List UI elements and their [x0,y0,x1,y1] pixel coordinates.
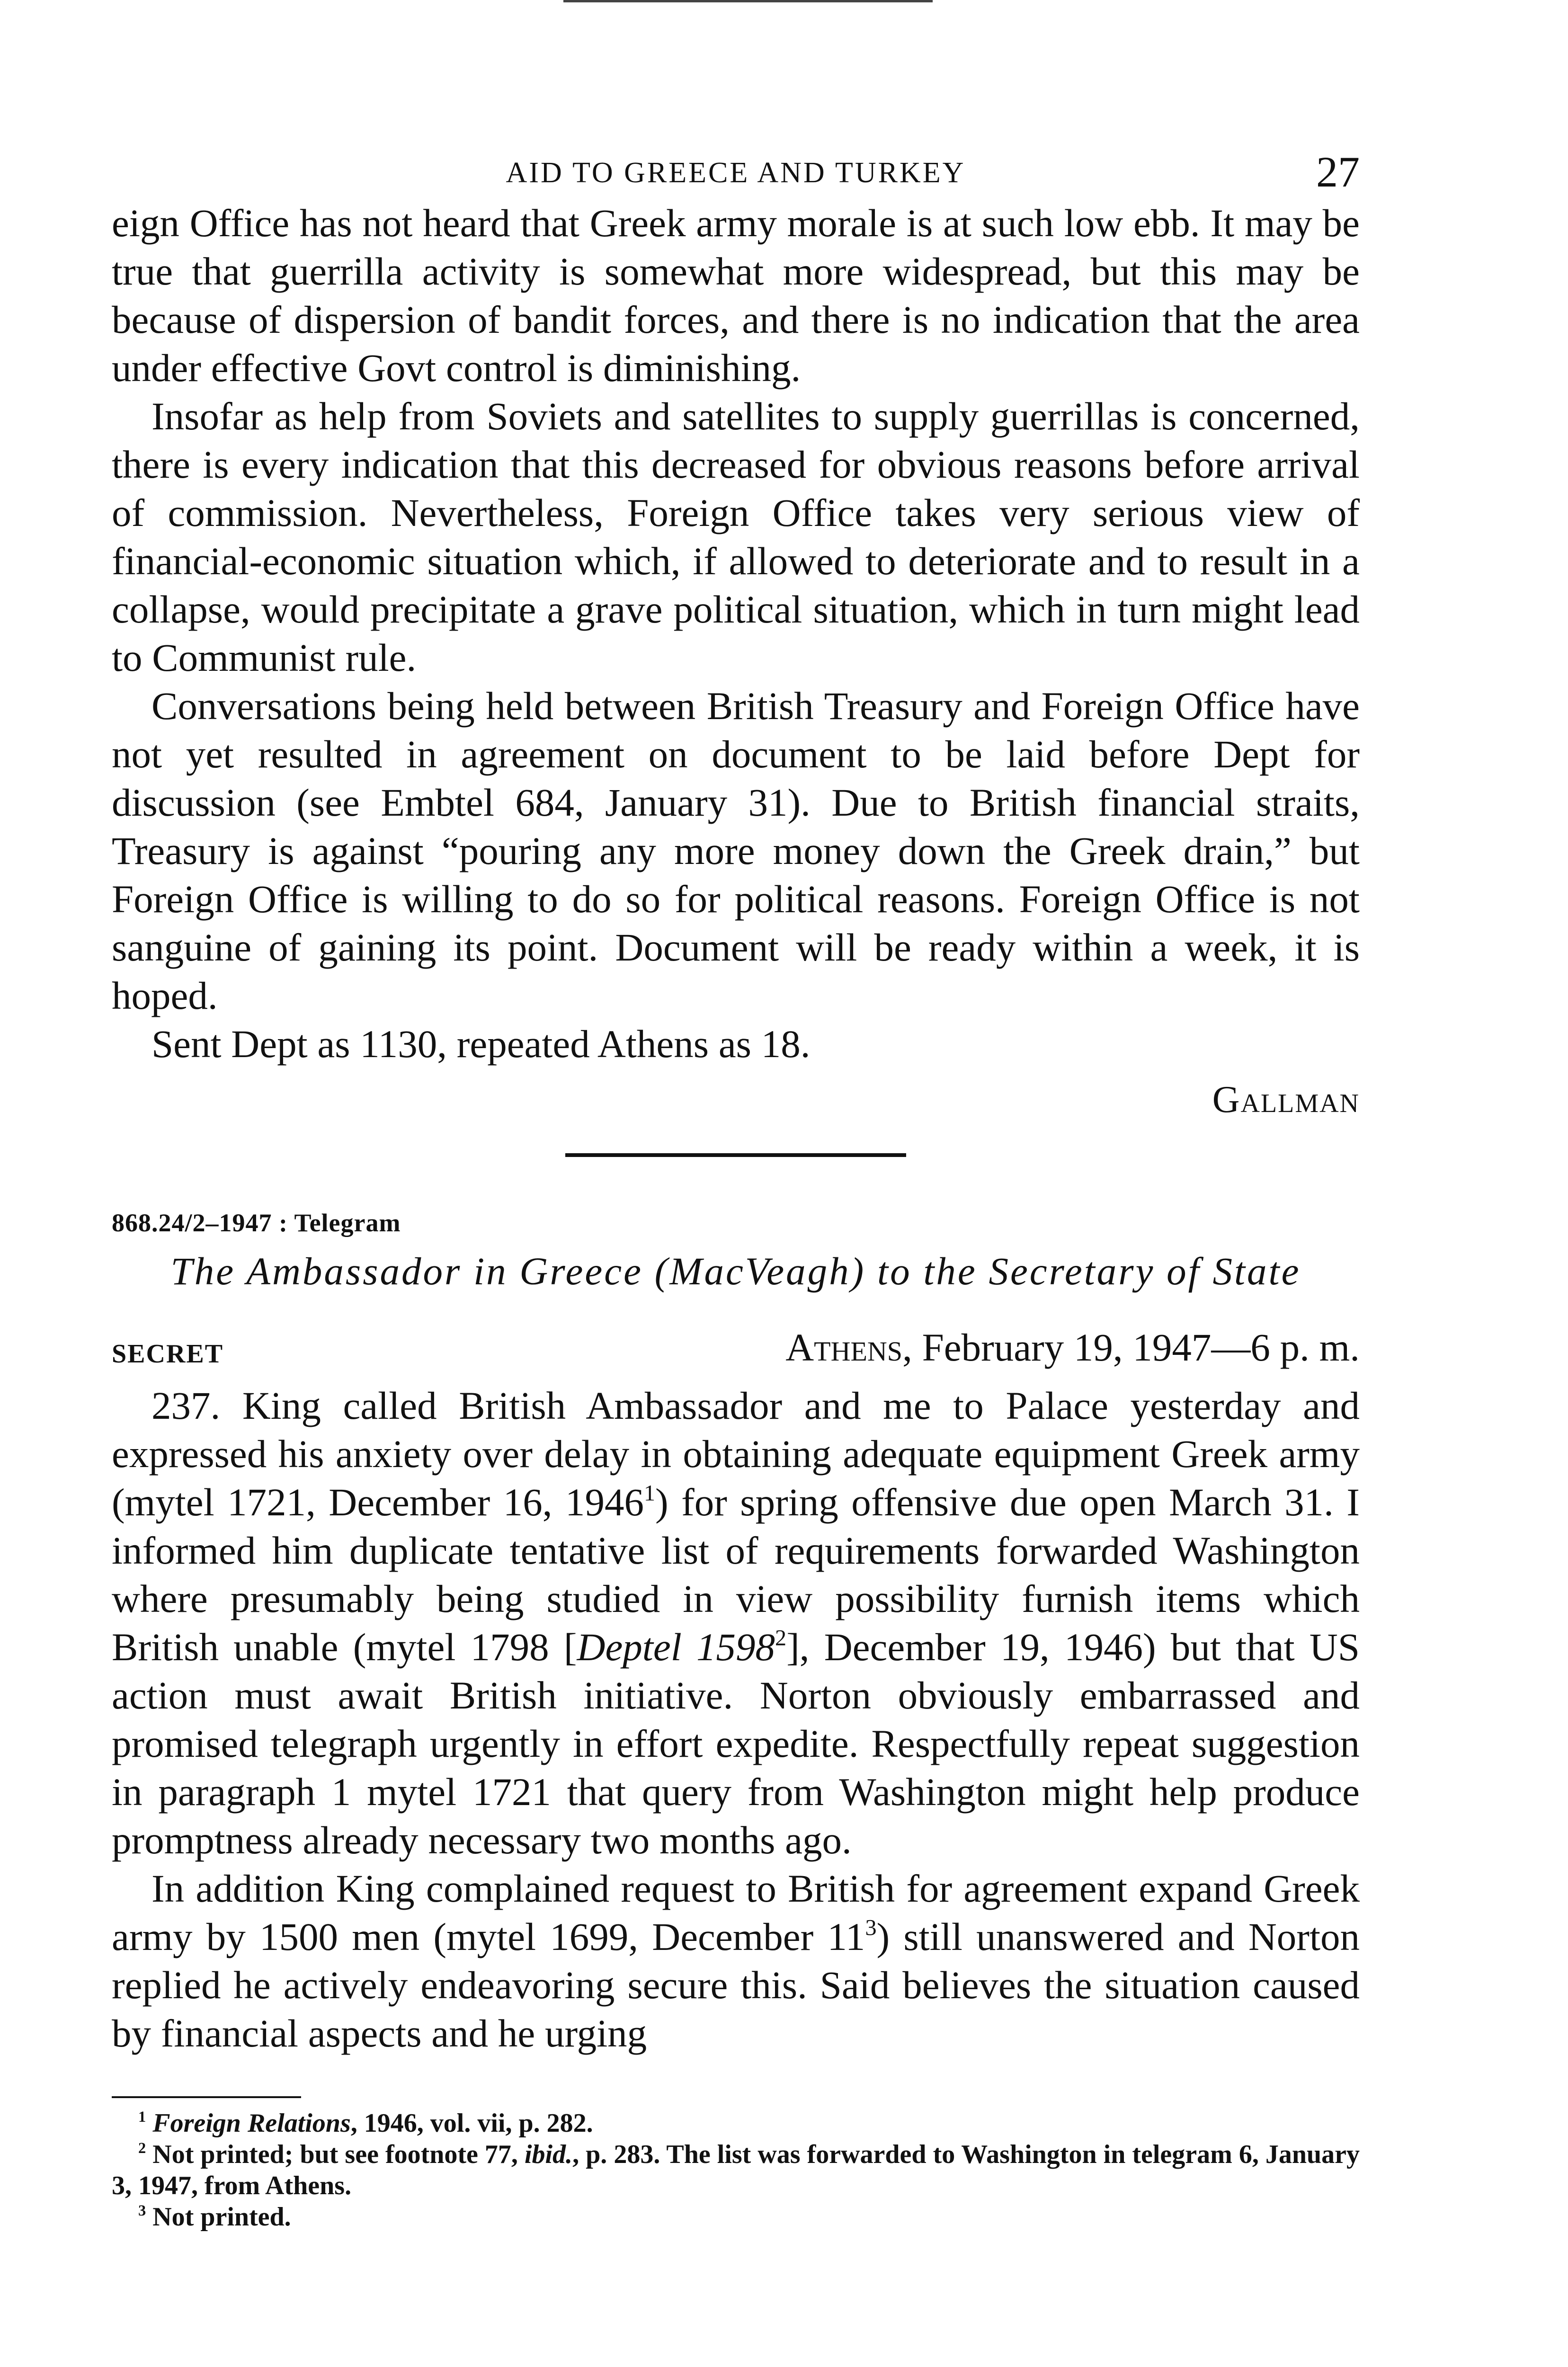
classification-label: SECRET [112,1339,224,1369]
paragraph [112,1864,1360,2057]
page-header [112,142,1360,199]
paragraph: Sent Dept as 1130, repeated Athens as 18. [151,1022,811,1066]
deptel-reference: Deptel 1598 [577,1625,775,1669]
document-page [112,142,1360,2233]
top-edge-rule [563,0,933,2]
paragraph: Conversations being held between British Treasury and Foreign Office have not yet resulted in agreement on document to be laid before Dept for discussion (see Embtel 684, January 31). Due to British financial straits, Treasury is against “pouring any more money down the Greek drain,” but Foreign Office is willing to do so for political reasons. Foreign Office is not sanguine of gaining its point. Document will be ready within a week, it is hoped. [112,684,1360,1017]
document-one-body [112,199,1360,1068]
signature: Gallman [1212,1079,1360,1121]
paragraph: Insofar as help from Soviets and satellites to supply guerrillas is concerned, there is every indication that this decreased for obvious reasons before arrival of commission. Nevertheless, Foreign Office takes very serious view of financial-economic situation which, if allowed to deteriorate and to result in a collapse, would precipitate a grave political situation, which in turn might lead to Communist rule. [112,394,1360,679]
footnote-marker: 3 [138,2202,146,2219]
footnote-ibid: ibid. [524,2140,573,2169]
paragraph [112,1381,1360,1864]
footnote-1 [112,2108,1360,2139]
footnote-ref: 2 [775,1625,787,1651]
place-and-date [785,1325,1360,1370]
footnote-2 [112,2139,1360,2201]
footnote-marker: 1 [138,2108,146,2126]
footnote-rule [112,2096,301,2098]
section-separator [565,1153,906,1157]
page-number: 27 [1316,148,1360,196]
document-title: The Ambassador in Greece (MacVeagh) to the Secretary of State [170,1249,1301,1293]
paragraph: eign Office has not heard that Greek army morale is at such low ebb. It may be true that guerrilla activity is somewhat more widespread, but this may be because of dispersion of bandit forces, and there is no indication that the area under effective Govt control is diminishing. [112,201,1360,390]
footnote-text: Not printed; but see footnote 77, [152,2140,525,2169]
text-run: ) still unanswered and Norton replied he actively endeavoring secure this. Said believes the situation caused by financial aspects and he urging [112,1915,1360,2055]
text-run: ) for spring offensive due open March 31. I informed him duplicate tentative list of requirements forwarded Washington where presumably being studied in view possibility furnish items which British unable (mytel 1798 [ [112,1480,1360,1669]
document-two-body [112,1381,1360,2057]
footnote-ref: 1 [643,1480,655,1506]
footnote-text: , 1946, vol. vii, p. 282. [350,2109,593,2138]
footnote-ref: 3 [865,1915,877,1940]
footnote-text: Not printed. [152,2202,291,2232]
text-run: In addition King complained request to British for agreement expand Greek army by 1500 men (mytel 1699, December 11 [112,1867,1360,1958]
place-name: Athens [785,1326,903,1369]
footnotes [112,2108,1360,2233]
text-run: ], December 19, 1946) but that US action must await British initiative. Norton obviously embarrassed and promised telegraph urgently in effort expedite. Respectfully repeat suggestion in paragraph 1 mytel 1721 that query from Washington might help produce promptness already necessary two months ago. [112,1625,1360,1862]
footnote-text: , p. 283. The list was forwarded to Washington in telegram 6, January 3, 1947, from Athens. [112,2140,1360,2200]
footnote-source: Foreign Relations [152,2109,351,2138]
running-head: AID TO GREECE AND TURKEY [506,157,966,189]
date-time: , February 19, 1947—6 p. m. [902,1326,1360,1369]
text-run: 237. King called British Ambassador and me to Palace yesterday and expressed his anxiety over delay in obtaining adequate equipment Greek army (mytel 1721, December 16, 1946 [112,1384,1360,1524]
footnote-3 [112,2201,1360,2233]
footnote-marker: 2 [138,2139,146,2157]
dateline [112,1325,1360,1377]
file-reference: 868.24/2–1947 : Telegram [112,1209,401,1237]
